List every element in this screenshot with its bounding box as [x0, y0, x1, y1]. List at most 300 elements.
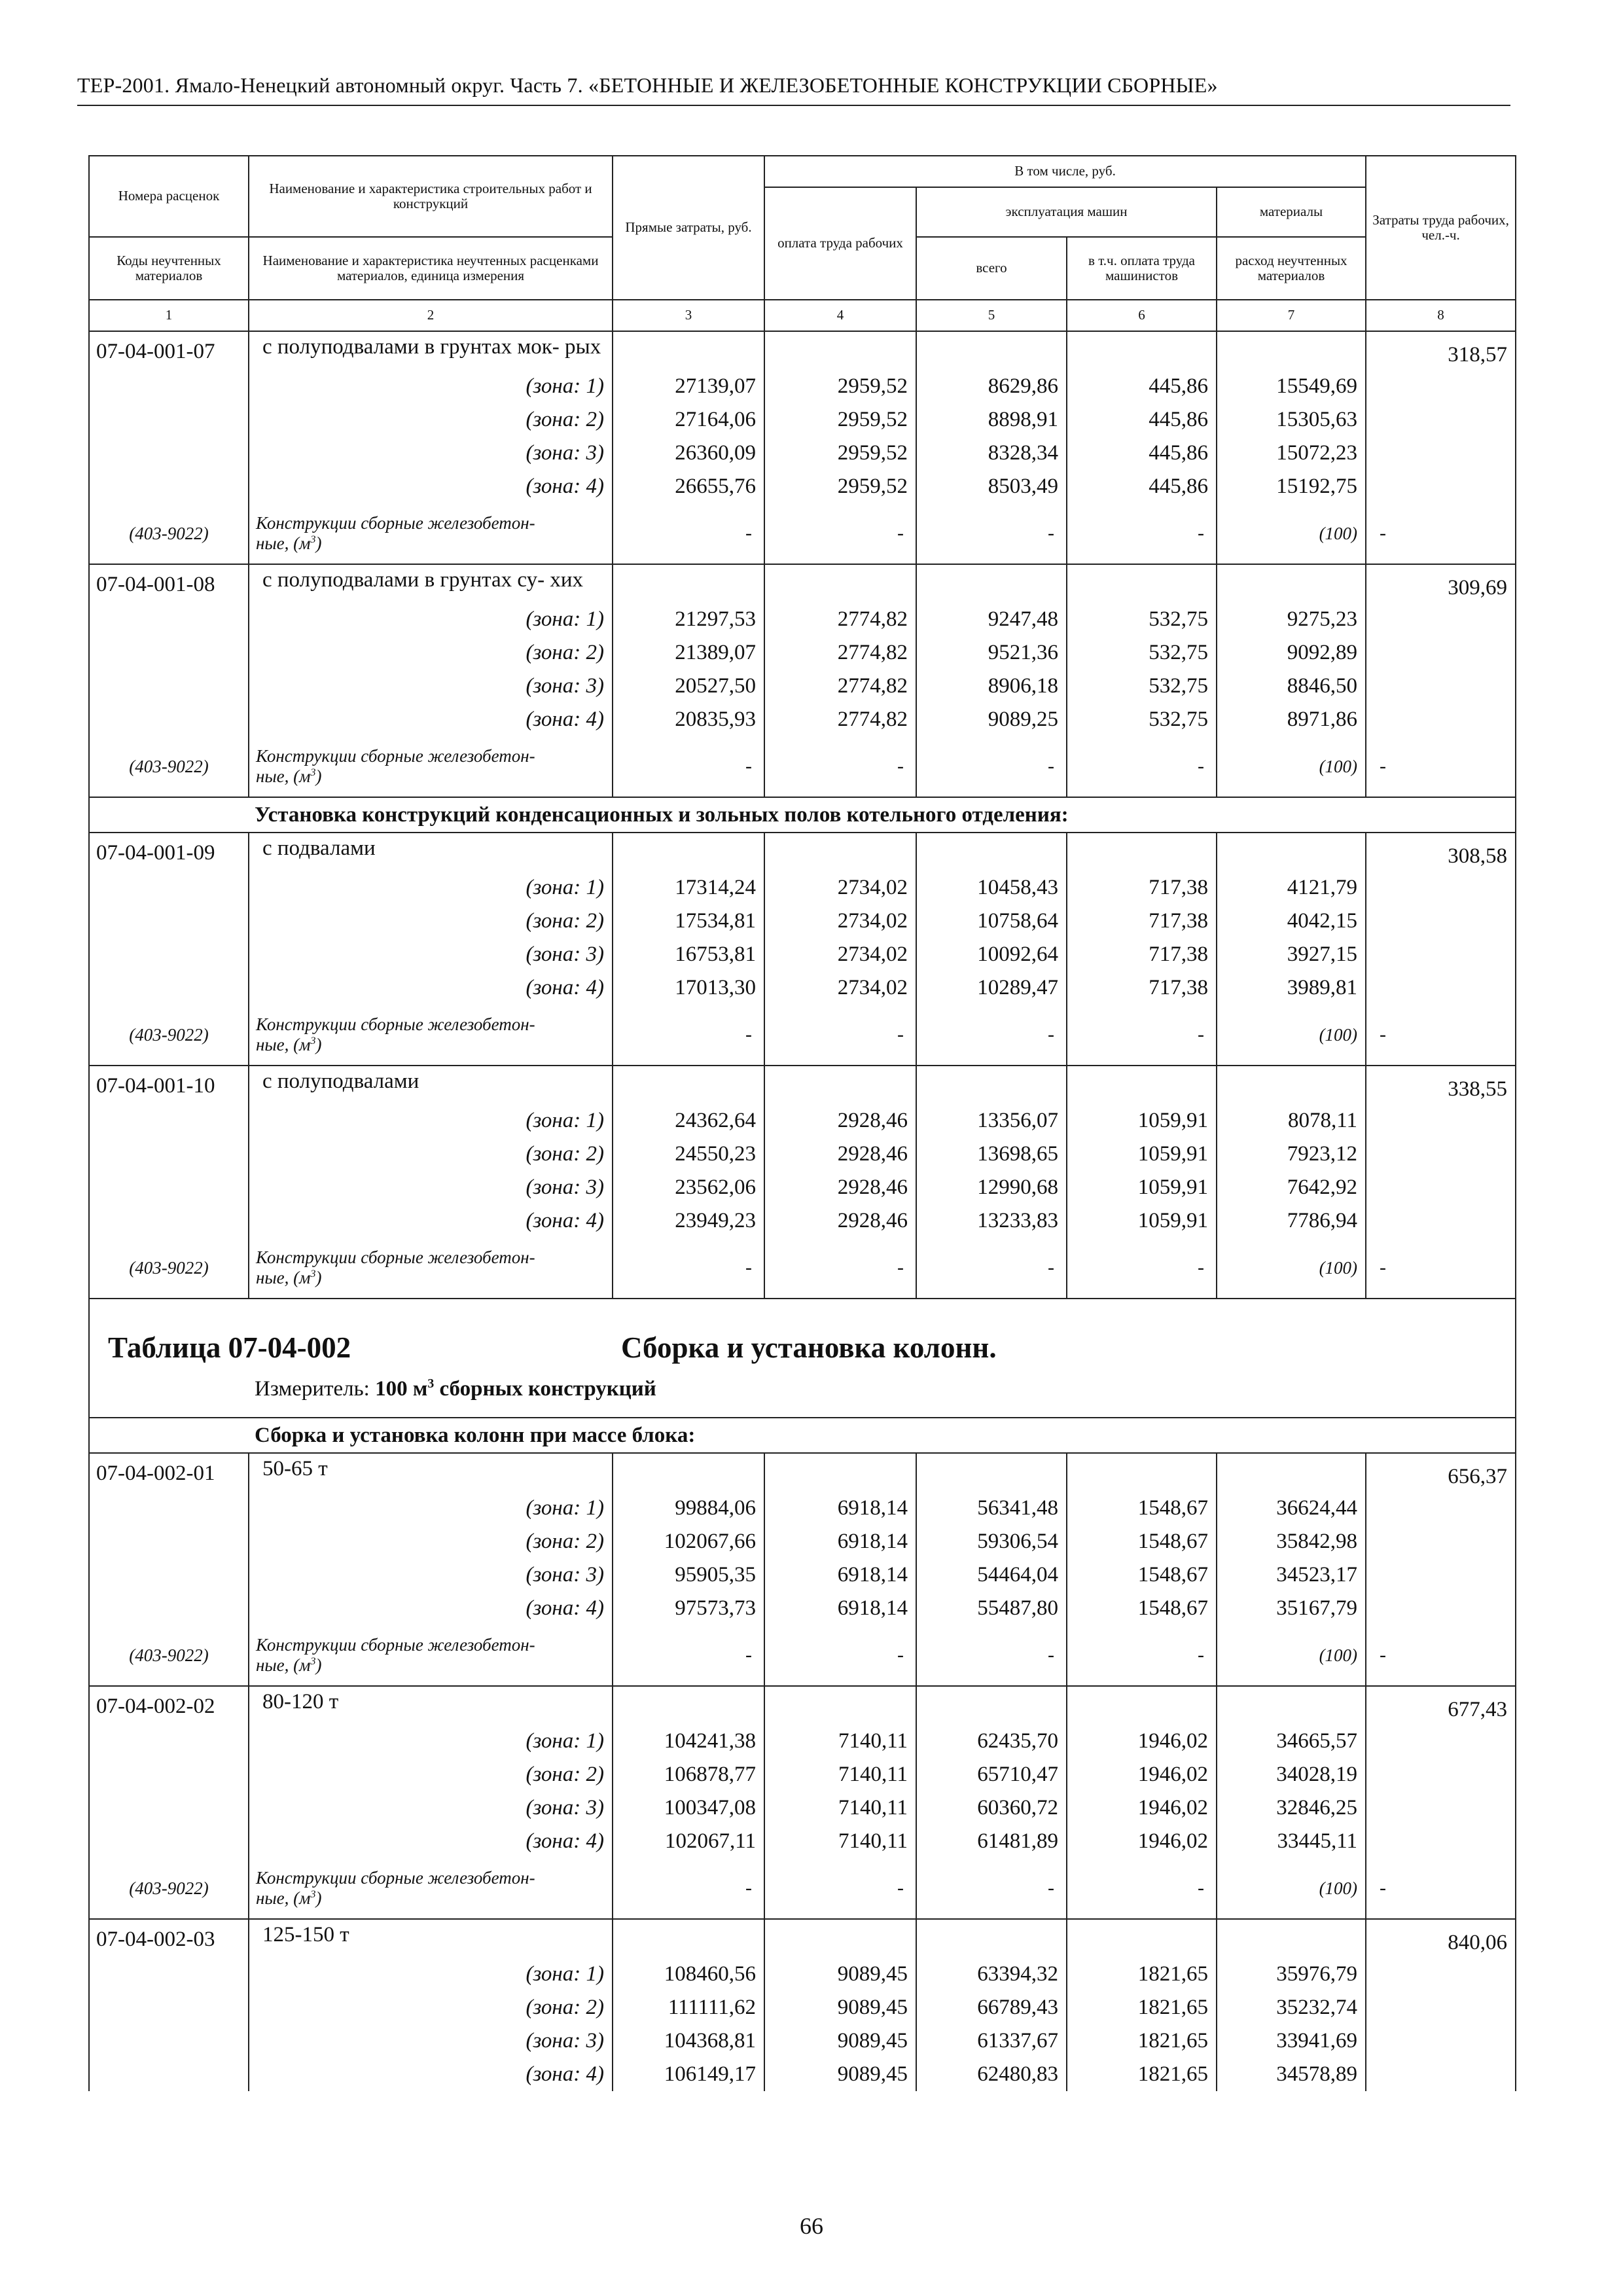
material-name-line1: Конструкции сборные железобетон-	[256, 1247, 535, 1267]
cost-value: 1821,65	[1067, 2058, 1217, 2091]
unit-superscript: 3	[310, 1035, 316, 1047]
zone-row	[89, 2024, 1516, 2058]
cost-value: 106878,77	[613, 1758, 764, 1791]
material-code: (403-9022)	[89, 736, 249, 797]
empty-cell	[1067, 331, 1217, 370]
empty-cell	[613, 331, 764, 370]
table2-title-row	[89, 1299, 1516, 1418]
empty-cell	[89, 871, 249, 905]
dash-value: -	[613, 503, 764, 564]
labor-cost: 677,43	[1366, 1686, 1516, 1725]
dash-value: -	[764, 736, 916, 797]
material-name-line1: Конструкции сборные железобетон-	[256, 1634, 535, 1655]
cost-value: 95905,35	[613, 1558, 764, 1592]
empty-cell	[1366, 1825, 1516, 1858]
dash-value: -	[764, 1625, 916, 1686]
cost-value: 33941,69	[1217, 2024, 1366, 2058]
material-name	[249, 503, 613, 564]
cost-value: 27139,07	[613, 370, 764, 403]
empty-cell	[764, 1066, 916, 1104]
measure-superscript: 3	[427, 1376, 435, 1391]
measure-unit	[255, 1376, 656, 1401]
dash-value: -	[613, 736, 764, 797]
cost-value: 4121,79	[1217, 871, 1366, 905]
cost-value: 1946,02	[1067, 1758, 1217, 1791]
dash-value: -	[916, 1858, 1067, 1919]
rate-name: с подвалами	[249, 833, 613, 871]
zone-label: (зона: 1)	[249, 370, 613, 403]
machines-header: эксплуатация машин	[916, 187, 1217, 237]
cost-value: 445,86	[1067, 370, 1217, 403]
empty-cell	[613, 833, 764, 871]
col3-header: Прямые затраты, руб.	[613, 156, 764, 300]
empty-cell	[89, 905, 249, 938]
empty-cell	[1366, 1171, 1516, 1204]
col-number-3: 3	[613, 300, 764, 331]
dash-value: -	[764, 503, 916, 564]
empty-cell	[613, 1919, 764, 1958]
dash-value: -	[764, 1005, 916, 1066]
rate-name: 50-65 т	[249, 1453, 613, 1492]
unit-superscript: 3	[310, 1655, 316, 1667]
material-name-end: )	[315, 1655, 322, 1675]
material-code: (403-9022)	[89, 503, 249, 564]
cost-value: 9089,45	[764, 2024, 916, 2058]
empty-cell	[1067, 1066, 1217, 1104]
cost-value: 1946,02	[1067, 1791, 1217, 1825]
cost-value: 21389,07	[613, 636, 764, 670]
cost-value: 15549,69	[1217, 370, 1366, 403]
rate-name: с полуподвалами в грунтах мок- рых	[249, 331, 613, 370]
header-rule	[77, 105, 1510, 106]
col8-header: Затраты труда рабочих, чел.-ч.	[1366, 156, 1516, 300]
cost-value: 9089,25	[916, 703, 1067, 736]
cost-value: 7140,11	[764, 1791, 916, 1825]
cost-value: 26655,76	[613, 470, 764, 503]
empty-cell	[89, 971, 249, 1005]
cost-value: 13356,07	[916, 1104, 1067, 1138]
empty-cell	[1217, 833, 1366, 871]
empty-cell	[613, 1453, 764, 1492]
cost-value: 20527,50	[613, 670, 764, 703]
cost-value: 59306,54	[916, 1525, 1067, 1558]
cost-value: 23562,06	[613, 1171, 764, 1204]
col4-header: оплата труда рабочих	[764, 187, 916, 300]
zone-row	[89, 603, 1516, 636]
material-code: (403-9022)	[89, 1238, 249, 1299]
cost-value: 445,86	[1067, 470, 1217, 503]
cost-value: 2774,82	[764, 636, 916, 670]
empty-cell	[1217, 1919, 1366, 1958]
empty-cell	[1366, 905, 1516, 938]
zone-label: (зона: 4)	[249, 1204, 613, 1238]
cost-value: 1548,67	[1067, 1592, 1217, 1625]
rate-title-row	[89, 833, 1516, 871]
rate-name: с полуподвалами	[249, 1066, 613, 1104]
zone-label: (зона: 4)	[249, 470, 613, 503]
cost-value: 62435,70	[916, 1725, 1067, 1758]
cost-value: 10092,64	[916, 938, 1067, 971]
zone-row	[89, 403, 1516, 437]
empty-cell	[1366, 938, 1516, 971]
rate-title-row	[89, 1919, 1516, 1958]
rate-title-row	[89, 1066, 1516, 1104]
zone-label: (зона: 4)	[249, 1825, 613, 1858]
cost-value: 34665,57	[1217, 1725, 1366, 1758]
dash-value: -	[1067, 1625, 1217, 1686]
cost-value: 7923,12	[1217, 1138, 1366, 1171]
cost-value: 20835,93	[613, 703, 764, 736]
empty-cell	[89, 1592, 249, 1625]
cost-value: 36624,44	[1217, 1492, 1366, 1525]
cost-value: 8906,18	[916, 670, 1067, 703]
material-row	[89, 1858, 1516, 1919]
cost-value: 100347,08	[613, 1791, 764, 1825]
material-percent: (100)	[1217, 1858, 1366, 1919]
cost-value: 60360,72	[916, 1791, 1067, 1825]
cost-value: 2734,02	[764, 905, 916, 938]
material-name	[249, 1625, 613, 1686]
empty-cell	[916, 833, 1067, 871]
cost-value: 61481,89	[916, 1825, 1067, 1858]
empty-cell	[613, 564, 764, 603]
cost-value: 54464,04	[916, 1558, 1067, 1592]
col-number-8: 8	[1366, 300, 1516, 331]
zone-row	[89, 1558, 1516, 1592]
running-header: ТЕР-2001. Ямало-Ненецкий автономный округ. Часть 7. «БЕТОННЫЕ И ЖЕЛЕЗОБЕТОННЫЕ КОНСТРУКЦИИ СБОРНЫЕ»	[77, 73, 1218, 97]
empty-cell	[764, 1453, 916, 1492]
empty-cell	[1366, 370, 1516, 403]
dash-value: -	[1366, 1238, 1516, 1299]
material-name-end: )	[315, 1035, 322, 1054]
zone-label: (зона: 3)	[249, 1558, 613, 1592]
zone-label: (зона: 3)	[249, 1791, 613, 1825]
zone-row	[89, 1991, 1516, 2024]
empty-cell	[1366, 703, 1516, 736]
rate-title-row	[89, 331, 1516, 370]
cost-value: 13233,83	[916, 1204, 1067, 1238]
empty-cell	[89, 1204, 249, 1238]
dash-value: -	[916, 736, 1067, 797]
rate-code: 07-04-002-02	[89, 1686, 249, 1725]
material-row	[89, 1005, 1516, 1066]
cost-value: 8503,49	[916, 470, 1067, 503]
cost-value: 9092,89	[1217, 636, 1366, 670]
empty-cell	[89, 1492, 249, 1525]
dash-value: -	[613, 1858, 764, 1919]
empty-cell	[1366, 1204, 1516, 1238]
dash-value: -	[916, 1625, 1067, 1686]
cost-value: 35167,79	[1217, 1592, 1366, 1625]
cost-value: 2959,52	[764, 370, 916, 403]
cost-value: 34578,89	[1217, 2058, 1366, 2091]
cost-value: 17534,81	[613, 905, 764, 938]
col-number-6: 6	[1067, 300, 1217, 331]
material-code: (403-9022)	[89, 1005, 249, 1066]
cost-value: 111111,62	[613, 1991, 764, 2024]
dash-value: -	[764, 1858, 916, 1919]
cost-value: 1059,91	[1067, 1138, 1217, 1171]
empty-cell	[1366, 1958, 1516, 1991]
cost-value: 7140,11	[764, 1825, 916, 1858]
empty-cell	[1366, 871, 1516, 905]
zone-label: (зона: 2)	[249, 403, 613, 437]
cost-value: 17314,24	[613, 871, 764, 905]
cost-value: 2928,46	[764, 1104, 916, 1138]
empty-cell	[89, 1758, 249, 1791]
empty-cell	[89, 1138, 249, 1171]
cost-value: 1548,67	[1067, 1558, 1217, 1592]
material-name-line2: ные, (м	[256, 533, 311, 553]
cost-value: 6918,14	[764, 1592, 916, 1625]
material-percent: (100)	[1217, 1238, 1366, 1299]
cost-value: 13698,65	[916, 1138, 1067, 1171]
empty-cell	[89, 1525, 249, 1558]
empty-cell	[916, 564, 1067, 603]
cost-value: 26360,09	[613, 437, 764, 470]
empty-cell	[1366, 437, 1516, 470]
zone-label: (зона: 1)	[249, 1725, 613, 1758]
empty-cell	[613, 1066, 764, 1104]
incl-header: В том числе, руб.	[764, 156, 1366, 187]
empty-cell	[89, 603, 249, 636]
zone-row	[89, 1104, 1516, 1138]
empty-cell	[1217, 1066, 1366, 1104]
zone-row	[89, 437, 1516, 470]
empty-cell	[764, 1686, 916, 1725]
material-percent: (100)	[1217, 503, 1366, 564]
rate-code: 07-04-002-01	[89, 1453, 249, 1492]
zone-label: (зона: 1)	[249, 603, 613, 636]
cost-value: 2928,46	[764, 1138, 916, 1171]
empty-cell	[89, 1825, 249, 1858]
zone-row	[89, 1958, 1516, 1991]
empty-cell	[89, 1558, 249, 1592]
cost-value: 1548,67	[1067, 1525, 1217, 1558]
rates-table	[88, 155, 1516, 2091]
cost-value: 9089,45	[764, 2058, 916, 2091]
empty-cell	[1217, 564, 1366, 603]
section-row	[89, 797, 1516, 833]
rate-code: 07-04-001-07	[89, 331, 249, 370]
page-number: 66	[800, 2213, 823, 2239]
cost-value: 34028,19	[1217, 1758, 1366, 1791]
empty-cell	[1067, 1686, 1217, 1725]
cost-value: 32846,25	[1217, 1791, 1366, 1825]
labor-cost: 309,69	[1366, 564, 1516, 603]
cost-value: 8629,86	[916, 370, 1067, 403]
cost-value: 532,75	[1067, 636, 1217, 670]
empty-cell	[1067, 1453, 1217, 1492]
cost-value: 9521,36	[916, 636, 1067, 670]
material-name-line2: ные, (м	[256, 1655, 311, 1675]
cost-value: 63394,32	[916, 1958, 1067, 1991]
zone-label: (зона: 2)	[249, 1758, 613, 1791]
material-name-line2: ные, (м	[256, 766, 311, 786]
zone-row	[89, 703, 1516, 736]
cost-value: 102067,66	[613, 1525, 764, 1558]
zone-row	[89, 1138, 1516, 1171]
table2-title-cell	[89, 1299, 1516, 1418]
material-code: (403-9022)	[89, 1858, 249, 1919]
cost-value: 1059,91	[1067, 1171, 1217, 1204]
col5-header: всего	[916, 237, 1067, 300]
measure-label: Измеритель:	[255, 1377, 376, 1401]
empty-cell	[1366, 1991, 1516, 2024]
cost-value: 9089,45	[764, 1958, 916, 1991]
zone-row	[89, 1171, 1516, 1204]
cost-value: 2959,52	[764, 403, 916, 437]
empty-cell	[1366, 1492, 1516, 1525]
empty-cell	[1366, 1592, 1516, 1625]
cost-value: 717,38	[1067, 938, 1217, 971]
cost-value: 2734,02	[764, 971, 916, 1005]
empty-cell	[89, 1104, 249, 1138]
dash-value: -	[1067, 1238, 1217, 1299]
cost-value: 62480,83	[916, 2058, 1067, 2091]
dash-value: -	[1067, 1858, 1217, 1919]
cost-value: 99884,06	[613, 1492, 764, 1525]
unit-superscript: 3	[310, 533, 316, 545]
cost-value: 104241,38	[613, 1725, 764, 1758]
materials-header: материалы	[1217, 187, 1366, 237]
cost-value: 2774,82	[764, 670, 916, 703]
cost-value: 55487,80	[916, 1592, 1067, 1625]
cost-value: 2959,52	[764, 437, 916, 470]
rate-code: 07-04-001-10	[89, 1066, 249, 1104]
cost-value: 2928,46	[764, 1171, 916, 1204]
cost-value: 34523,17	[1217, 1558, 1366, 1592]
cost-value: 3989,81	[1217, 971, 1366, 1005]
empty-cell	[1366, 1558, 1516, 1592]
dash-value: -	[1067, 736, 1217, 797]
zone-row	[89, 1525, 1516, 1558]
zone-row	[89, 938, 1516, 971]
cost-value: 1946,02	[1067, 1725, 1217, 1758]
empty-cell	[89, 703, 249, 736]
empty-cell	[1366, 1138, 1516, 1171]
zone-row	[89, 1725, 1516, 1758]
cost-value: 8078,11	[1217, 1104, 1366, 1138]
empty-cell	[89, 938, 249, 971]
cost-value: 6918,14	[764, 1492, 916, 1525]
empty-cell	[89, 403, 249, 437]
empty-cell	[1217, 331, 1366, 370]
cost-value: 3927,15	[1217, 938, 1366, 971]
empty-cell	[1067, 1919, 1217, 1958]
empty-cell	[613, 1686, 764, 1725]
rate-code: 07-04-001-09	[89, 833, 249, 871]
cost-value: 445,86	[1067, 437, 1217, 470]
cost-value: 717,38	[1067, 905, 1217, 938]
material-name	[249, 736, 613, 797]
material-name-end: )	[315, 533, 322, 553]
labor-cost: 308,58	[1366, 833, 1516, 871]
empty-cell	[1366, 1525, 1516, 1558]
material-name	[249, 1238, 613, 1299]
empty-cell	[89, 437, 249, 470]
cost-value: 61337,67	[916, 2024, 1067, 2058]
section-heading: Установка конструкций конденсационных и зольных полов котельного отделения:	[89, 797, 1516, 833]
cost-value: 717,38	[1067, 971, 1217, 1005]
cost-value: 8971,86	[1217, 703, 1366, 736]
cost-value: 106149,17	[613, 2058, 764, 2091]
empty-cell	[89, 1725, 249, 1758]
dash-value: -	[1366, 503, 1516, 564]
col2-header-bottom: Наименование и характеристика неучтенных расценками материалов, единица измерения	[249, 237, 613, 300]
dash-value: -	[1366, 1858, 1516, 1919]
cost-value: 717,38	[1067, 871, 1217, 905]
cost-value: 1821,65	[1067, 2024, 1217, 2058]
cost-value: 97573,73	[613, 1592, 764, 1625]
cost-value: 12990,68	[916, 1171, 1067, 1204]
cost-value: 35232,74	[1217, 1991, 1366, 2024]
zone-row	[89, 1492, 1516, 1525]
col6-header: в т.ч. оплата труда машинистов	[1067, 237, 1217, 300]
zone-row	[89, 971, 1516, 1005]
zone-label: (зона: 4)	[249, 703, 613, 736]
empty-cell	[89, 1991, 249, 2024]
empty-cell	[764, 1919, 916, 1958]
zone-label: (зона: 2)	[249, 1525, 613, 1558]
cost-value: 2774,82	[764, 703, 916, 736]
cost-value: 4042,15	[1217, 905, 1366, 938]
cost-value: 8898,91	[916, 403, 1067, 437]
empty-cell	[89, 1958, 249, 1991]
material-name-line2: ные, (м	[256, 1268, 311, 1287]
zone-row	[89, 1825, 1516, 1858]
empty-cell	[1366, 2058, 1516, 2091]
zone-label: (зона: 2)	[249, 1138, 613, 1171]
col1-header-top: Номера расценок	[89, 156, 249, 237]
zone-row	[89, 670, 1516, 703]
zone-row	[89, 1204, 1516, 1238]
labor-cost: 656,37	[1366, 1453, 1516, 1492]
material-name	[249, 1005, 613, 1066]
empty-cell	[1366, 1104, 1516, 1138]
cost-value: 532,75	[1067, 670, 1217, 703]
cost-value: 104368,81	[613, 2024, 764, 2058]
material-row	[89, 1625, 1516, 1686]
cost-value: 10289,47	[916, 971, 1067, 1005]
zone-label: (зона: 3)	[249, 437, 613, 470]
dash-value: -	[613, 1005, 764, 1066]
empty-cell	[89, 670, 249, 703]
dash-value: -	[764, 1238, 916, 1299]
zone-label: (зона: 3)	[249, 670, 613, 703]
material-name-line2: ные, (м	[256, 1035, 311, 1054]
material-name-line1: Конструкции сборные железобетон-	[256, 1014, 535, 1034]
material-row	[89, 1238, 1516, 1299]
empty-cell	[89, 370, 249, 403]
cost-value: 24550,23	[613, 1138, 764, 1171]
empty-cell	[916, 331, 1067, 370]
material-name-end: )	[315, 1888, 322, 1908]
cost-value: 10458,43	[916, 871, 1067, 905]
zone-row	[89, 2058, 1516, 2091]
cost-value: 1059,91	[1067, 1204, 1217, 1238]
material-name-line2: ные, (м	[256, 1888, 311, 1908]
table-title: Сборка и установка колонн.	[621, 1331, 997, 1364]
zone-label: (зона: 2)	[249, 636, 613, 670]
empty-cell	[1366, 670, 1516, 703]
rate-code: 07-04-001-08	[89, 564, 249, 603]
material-row	[89, 736, 1516, 797]
zone-row	[89, 636, 1516, 670]
empty-cell	[764, 564, 916, 603]
cost-value: 56341,48	[916, 1492, 1067, 1525]
material-percent: (100)	[1217, 736, 1366, 797]
